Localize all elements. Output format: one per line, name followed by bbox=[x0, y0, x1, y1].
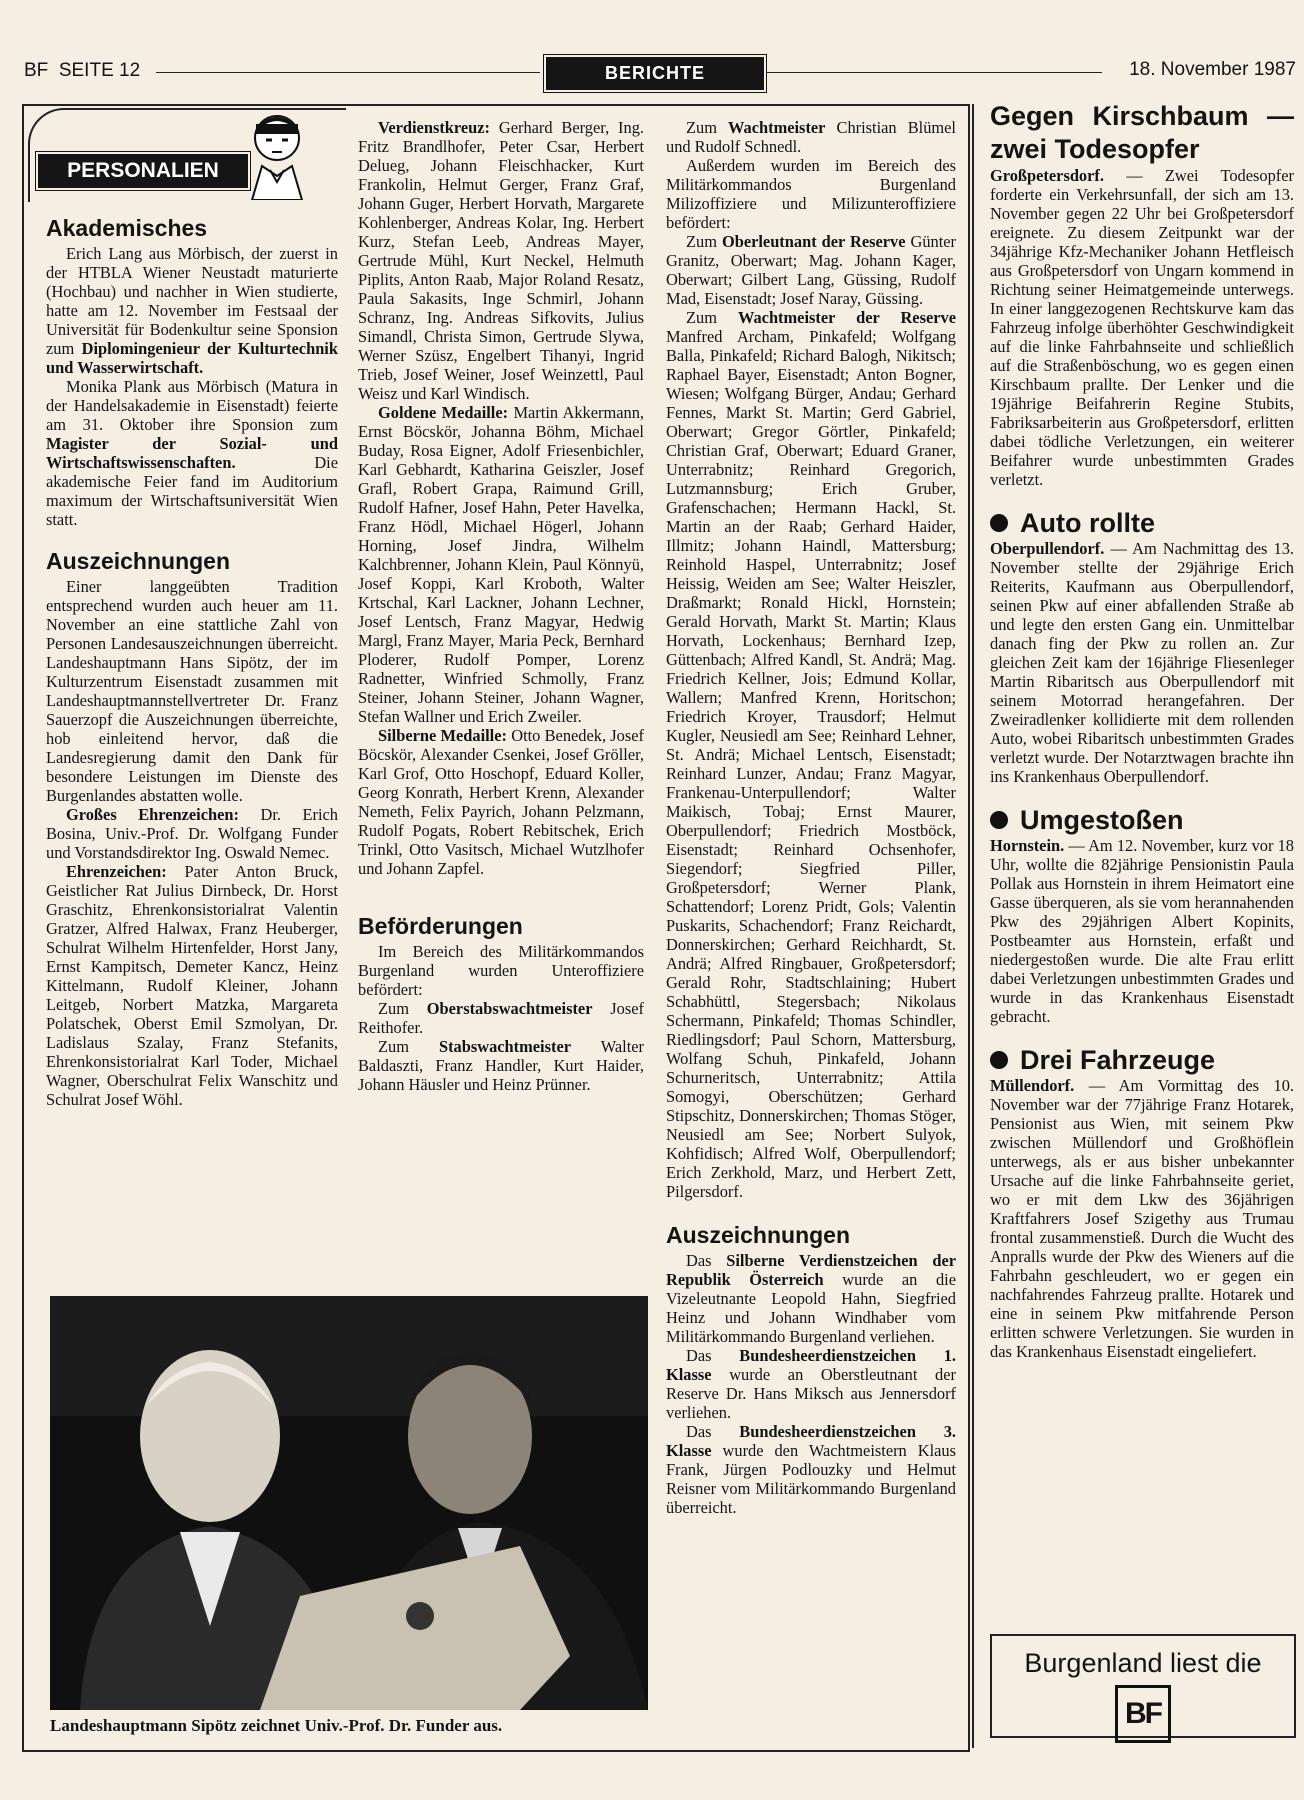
ad-text: Burgenland liest die bbox=[1024, 1648, 1262, 1678]
text: Otto Benedek, Josef Böcskör, Alexander Csenkei, Josef Gröller, Karl Grof, Otto Hoschopf, Eduard Koller, Georg Konrath, Herbert Krenn, Alexander Nemeth, Felix Payrich, Johann Pelzmann, Rudolf Pogats, Robert Rebitschek, Erich Trinkl, Otto Vasitsch, Michael Wutzlhofer und Johann Zapfel. bbox=[358, 726, 644, 878]
bold-text: Wachtmeister bbox=[728, 118, 826, 137]
bold-text: Wachtmeister der Reserve bbox=[737, 308, 956, 327]
text: Martin Akkermann, Ernst Böcskör, Johanna Böhm, Michael Buday, Rosa Eigner, Adolf Friesenbichler, Karl Gebhardt, Katharina Geiszler, Josef Grafl, Robert Grapa, Raimund Grill, Rudolf Hafner, Josef Hahn, Peter Havelka, Franz Hödl, Michael Högerl, Johann Horning, Josef Jindra, Wilhelm Kalchbrenner, Johann Klein, Paul Könnyü, Josef Koppi, Karl Kroboth, Walter Krtschal, Karl Lackner, Johann Lechner, Josef Lentsch, Franz Magyar, Hedwig Margl, Franz Mayer, Maria Peck, Bernhard Ploderer, Rudolf Pomper, Lorenz Radnetter, Winfried Schmolly, Franz Steiner, Johann Steiner, Johann Wagner, Stefan Wallner und Erich Zweiler. bbox=[358, 403, 644, 726]
paragraph bbox=[990, 539, 1294, 786]
paragraph bbox=[666, 118, 956, 156]
column-2 bbox=[358, 118, 644, 1094]
text: Josef Reithofer. bbox=[358, 999, 644, 1037]
heading-auszeichnungen-2: Auszeichnungen bbox=[666, 1222, 851, 1248]
section-label: BERICHTE bbox=[546, 57, 764, 90]
paragraph bbox=[358, 999, 644, 1037]
paragraph bbox=[46, 862, 338, 1109]
text: Christian Blümel und Rudolf Schnedl. bbox=[666, 118, 956, 156]
bf-logo: BF bbox=[1115, 1685, 1171, 1743]
paragraph bbox=[990, 166, 1294, 489]
text: — Am Vormittag des 10. November war der 77jährige Franz Hotarek, Pensionist aus Wien, mit seinem Pkw zwischen Müllendorf und Großhöflein unterwegs, als er aus bisher unbekannter Ursache auf die linke Fahrbahnseite geriet, wo er mit dem Lkw des 36jährigen Kraftfahrers Josef Szigethy aus Trumau frontal zusammenstieß. Durch die Wucht des Anpralls wurde der Pkw des Wieners auf die Fahrbahn geschleudert, wo er gegen ein nachfahrendes Fahrzeug prallte. Hotarek und eine in seinem Pkw mitfahrende Person erlitten schwere Verletzungen. Sie wurden in das Krankenhaus Eisenstadt eingeliefert. bbox=[990, 1076, 1294, 1361]
bullet-icon bbox=[990, 811, 1008, 829]
place-name: Oberpullendorf. bbox=[990, 539, 1105, 558]
headline-kirschbaum: Gegen Kirschbaum — zwei Todesopfer bbox=[990, 101, 1294, 164]
bold-text: Magister der Sozial- und Wirtschaftswissenschaften. bbox=[46, 434, 338, 472]
text: Zum bbox=[686, 118, 717, 137]
text: Das bbox=[686, 1346, 712, 1365]
text: Zum bbox=[686, 308, 717, 327]
headline-umgestossen bbox=[990, 804, 1294, 836]
text: Die akademische Feier fand im Auditorium maximum der Wirtschaftsuniversität Wien statt. bbox=[46, 453, 338, 529]
bold-text: Goldene Medaille: bbox=[378, 403, 509, 422]
bold-text: Oberstabswachtmeister bbox=[426, 999, 593, 1018]
heading-befoerderungen: Beförderungen bbox=[358, 913, 523, 939]
advertisement-box bbox=[990, 1634, 1296, 1738]
bold-text: Silberne Medaille: bbox=[378, 726, 507, 745]
paragraph: Außerdem wurden im Bereich des Militärkommandos Burgenland Milizoffiziere und Milizunteroffiziere befördert: bbox=[666, 156, 956, 232]
header-rule-right bbox=[766, 72, 1102, 73]
paragraph bbox=[46, 244, 338, 377]
text: Zum bbox=[686, 232, 717, 251]
photo-caption: Landeshauptmann Sipötz zeichnet Univ.-Prof. Dr. Funder aus. bbox=[50, 1716, 503, 1735]
headline-text: Auto rollte bbox=[1020, 508, 1155, 538]
right-column-rule bbox=[972, 104, 974, 1748]
paragraph bbox=[358, 118, 644, 403]
column-1 bbox=[46, 214, 338, 1109]
column-4 bbox=[990, 100, 1294, 1361]
bold-text: Verdienstkreuz: bbox=[378, 118, 490, 137]
text: wurde den Wachtmeistern Klaus Frank, Jürgen Podlouzky und Helmut Reisner vom Militärkommando Burgenland überreicht. bbox=[666, 1441, 956, 1517]
page-number: BF SEITE 12 bbox=[24, 60, 141, 81]
paragraph bbox=[358, 403, 644, 726]
text: Manfred Archam, Pinkafeld; Wolfgang Balla, Pinkafeld; Richard Balogh, Nikitsch; Raphael Bayer, Eisenstadt; Anton Bogner, Wiesen; Wolfgang Bürger, Andau; Gerhard Fennes, Markt St. Martin; Gerd Gabriel, Oberwart; Gregor Görtler, Pinkafeld; Christian Graf, Oberwart; Eduard Graner, Unterrabnitz; Reinhard Gregorich, Lutzmannsburg; Erich Gruber, Grafenschachen; Hermann Hackl, St. Martin an der Raab; Gerhard Haider, Illmitz; Johann Haindl, Mattersburg; Reinhold Haspel, Unterrabnitz; Josef Heissig, Weiden am See; Walter Heiszler, Draßmarkt; Ronald Hickl, Hornstein; Gerald Horvath, Markt St. Martin; Klaus Horvath, Lockenhaus; Bernhard Izep, Güttenbach; Alfred Kandl, St. Andrä; Mag. Friedrich Kellner, Jois; Edmund Kollar, Wallern; Manfred Krenn, Horitschon; Friedrich Kroyer, Trausdorf; Helmut Kugler, Neusiedl am See; Reinhard Lehner, St. Andrä; Michael Lentsch, Eisenstadt; Reinhard Lunzer, Andau; Franz Magyar, Frankenau-Unterpullendorf; Walter Maikisch, Tobaj; Ernst Maurer, Oberpullendorf; Friedrich Mostböck, Eisenstadt; Reinhard Ochsenhofer, Siegendorf; Siegfried Piller, Großpetersdorf; Werner Plank, Schattendorf; Lorenz Pridt, Gols; Valentin Puskarits, Schachendorf; Franz Reichardt, Donnerskirchen; Gerhard Reichhardt, St. Andrä; Alfred Ringbauer, Großpetersdorf; Gerald Rohr, Stadtschlaining; Hubert Schabhüttl, Stegersbach; Nikolaus Schermann, Pinkafeld; Thomas Schindler, Riedlingsdorf; Paul Schorn, Mattersburg, Wolfang Schuh, Pinkafeld, Johann Schurneritsch, Unterrabnitz; Attila Somogyi, Oberschützen; Gerhard Stipschitz, Donnerskirchen; Thomas Stöger, Neusiedl am See; Norbert Sulyok, Kohfidisch; Alfred Wolf, Oberpullendorf; Erich Zerkhold, Marz, und Herbert Zett, Pilgersdorf. bbox=[666, 327, 956, 1201]
text: Das bbox=[686, 1251, 712, 1270]
header-rule-left bbox=[156, 72, 540, 73]
text: Zum bbox=[378, 999, 409, 1018]
bold-text: Oberleutnant der Reserve bbox=[721, 232, 906, 251]
bullet-icon bbox=[990, 514, 1008, 532]
personalien-label: PERSONALIEN bbox=[38, 154, 248, 188]
headline-auto-rollte bbox=[990, 507, 1294, 539]
column-3 bbox=[666, 118, 956, 1517]
text: Dr. Erich Bosina, Univ.-Prof. Dr. Wolfgang Funder und Vorstandsdirektor Ing. Oswald Nemec. bbox=[46, 805, 338, 862]
text: Monika Plank aus Mörbisch (Matura in der Handelsakademie in Eisenstadt) feierte am 31. Oktober ihre Sponsion zum bbox=[46, 377, 338, 434]
bold-text: Diplomingenieur der Kulturtechnik und Wasserwirtschaft. bbox=[46, 339, 338, 377]
place-name: Großpetersdorf. bbox=[990, 166, 1104, 185]
paragraph bbox=[990, 836, 1294, 1026]
issue-date: 18. November 1987 bbox=[1129, 59, 1296, 80]
paragraph bbox=[46, 377, 338, 529]
text: Das bbox=[686, 1422, 712, 1441]
text: Gerhard Berger, Ing. Fritz Brandlhofer, Peter Csar, Herbert Delueg, Johann Fleischhacker, Kurt Frankolin, Helmut Gerger, Franz Graf, Johann Guger, Herbert Horvath, Margarete Kohlenberger, Andreas Kolar, Ing. Herbert Kurz, Stefan Leeb, Andreas Mayer, Gertrude Mühl, Kurt Neckel, Helmuth Piplits, Anton Raab, Major Roland Resatz, Paula Sakasits, Inge Schmirl, Johann Schranz, Ing. Andreas Sifkovits, Julius Simandl, Christa Simon, Gertrude Slywa, Werner Szüsz, Engelbert Tihanyi, Ingrid Trieb, Josef Weiner, Josef Weinzettl, Paul Weisz und Karl Windisch. bbox=[358, 118, 644, 403]
text: wurde an die Vizeleutnante Leopold Hahn, Siegfried Heinz und Johann Windhaber vom Militärkommando Burgenland verliehen. bbox=[666, 1270, 956, 1346]
heading-auszeichnungen: Auszeichnungen bbox=[46, 548, 231, 574]
text: Erich Lang aus Mörbisch, der zuerst in der HTBLA Wiener Neustadt maturierte (Hochbau) und nachher in Wien studierte, hatte am 12. November im Festsaal der Universität für Bodenkultur seine Sponsion zum bbox=[46, 244, 338, 358]
paragraph bbox=[666, 1251, 956, 1346]
paragraph bbox=[358, 726, 644, 878]
bold-text: Großes Ehrenzeichen: bbox=[66, 805, 239, 824]
text: — Am Nachmittag des 13. November stellte der 29jährige Erich Reiterits, Kaufmann aus Oberpullendorf, seinen Pkw auf einer abfallenden Straße ab und legte den ersten Gang ein. Unmittelbar danach fing der Pkw zu rollen an. Zur gleichen Zeit kam der 16jährige Fliesenleger Martin Ribaritsch aus Oberpullendorf mit seinem Motorrad herangefahren. Der Zweiradlenker kollidierte mit dem rollenden Auto, wobei Ribaritsch unbestimmten Grades verletzt wurde. Der Notarztwagen brachte ihn ins Krankenhaus Oberpullendorf. bbox=[990, 539, 1294, 786]
text: Walter Baldaszti, Franz Handler, Kurt Haider, Johann Häusler und Heinz Prünner. bbox=[358, 1037, 644, 1094]
bold-text: Bundesheerdienstzeichen 3. Klasse bbox=[666, 1422, 956, 1460]
text: wurde an Oberstleutnant der Reserve Dr. Hans Miksch aus Jennersdorf verliehen. bbox=[666, 1365, 956, 1422]
text: Pater Anton Bruck, Geistlicher Rat Julius Dirnbeck, Dr. Horst Graschitz, Ehrenkonsistorialrat Valentin Gratzer, Alfred Halwax, Franz Heuberger, Schulrat Wilhelm Hirtenfelder, Horst Jany, Ernst Kampitsch, Demeter Kancz, Heinz Kittelmann, Rudolf Kleiner, Johann Leitgeb, Norbert Matzka, Margareta Polatschek, Oberst Emil Szmolyan, Dr. Ladislaus Szalay, Franz Stefanits, Ehrenkonsistorialrat Karl Toder, Michael Wagner, Oberschulrat Felix Wanschitz und Schulrat Josef Wöhl. bbox=[46, 862, 338, 1109]
place-name: Hornstein. bbox=[990, 836, 1065, 855]
paragraph bbox=[666, 1422, 956, 1517]
paragraph bbox=[666, 308, 956, 1201]
bold-text: Bundesheerdienstzeichen 1. Klasse bbox=[666, 1346, 956, 1384]
text: — Am 12. November, kurz vor 18 Uhr, wollte die 82jährige Pensionistin Paula Pollak aus Hornstein in ihrem Heimatort eine Gasse überqueren, als sie vom herannahenden Pkw des 29jährigen Albert Kopinits, Postbeamter aus Hornstein, erfaßt und niedergestoßen wurde. Die alte Frau erlitt dabei Verletzungen unbestimmten Grades und wurde in das Krankenhaus Eisenstadt gebracht. bbox=[990, 836, 1294, 1026]
headline-text: Drei Fahrzeuge bbox=[1020, 1045, 1216, 1075]
heading-akademisches: Akademisches bbox=[46, 215, 208, 241]
bold-text: Ehrenzeichen: bbox=[66, 862, 167, 881]
paragraph: Im Bereich des Militärkommandos Burgenland wurden Unteroffiziere befördert: bbox=[358, 942, 644, 999]
paragraph bbox=[666, 1346, 956, 1422]
paragraph bbox=[990, 1076, 1294, 1361]
text: Günter Granitz, Oberwart; Mag. Johann Kager, Oberwart; Gilbert Lang, Güssing, Rudolf Mad, Eisenstadt; Josef Naray, Güssing. bbox=[666, 232, 956, 308]
paragraph: Einer langgeübten Tradition entsprechend wurden auch heuer am 11. November an eine stattliche Zahl von Personen Landesauszeichnungen überreicht. Landeshauptmann Hans Sipötz, der im Kulturzentrum Eisenstadt zusammen mit Landeshauptmannstellvertreter Dr. Franz Sauerzopf die Auszeichnungen überreichte, hob einleitend hervor, daß die Landesregierung damit den Dank für besondere Leistungen im Dienste des Burgenlandes abstatten wolle. bbox=[46, 577, 338, 805]
news-photo bbox=[50, 1296, 648, 1710]
text: — Zwei Todesopfer forderte ein Verkehrsunfall, der sich am 13. November gegen 22 Uhr bei Großpetersdorf ereignete. Zu diesem Zeitpunkt war der 34jährige Kfz-Mechaniker Johann Hetfleisch aus Großpetersdorf von Ungarn kommend in Richtung seiner Heimatgemeinde unterwegs. In einer langgezogenen Rechtskurve kam das Fahrzeug infolge überhöhter Geschwindigkeit auf die linke Fahrbahnseite und schließlich auf die Straßenböschung, wo es gegen einen Kirschbaum prallte. Der Lenker und die 19jährige Beifahrerin Regine Stubits, Fabriksarbeiterin aus Großpetersdorf, erlitten dabei tödliche Verletzungen, ein weiterer Beifahrer wurde unbestimmten Grades verletzt. bbox=[990, 166, 1294, 489]
bold-text: Stabswachtmeister bbox=[438, 1037, 571, 1056]
bold-text: Silberne Verdienstzeichen der Republik Österreich bbox=[666, 1251, 956, 1289]
paragraph bbox=[666, 232, 956, 308]
bullet-icon bbox=[990, 1051, 1008, 1069]
headline-text: Umgestoßen bbox=[1020, 805, 1184, 835]
headline-drei-fahrzeuge bbox=[990, 1044, 1294, 1076]
paragraph bbox=[358, 1037, 644, 1094]
place-name: Müllendorf. bbox=[990, 1076, 1075, 1095]
paragraph bbox=[46, 805, 338, 862]
person-icon bbox=[248, 110, 306, 200]
text: Zum bbox=[378, 1037, 409, 1056]
